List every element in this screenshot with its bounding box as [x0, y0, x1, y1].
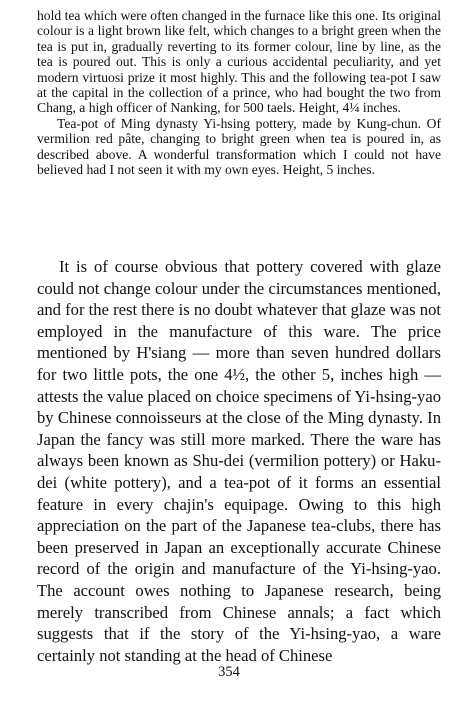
quoted-passage	[37, 8, 441, 177]
page-number: 354	[218, 664, 240, 680]
quote-paragraph: Tea-pot of Ming dynasty Yi-hsing pottery, made by Kung-chun. Of vermilion red pâte, changing to bright green when tea is poured in, as described above. A wonderful transformation which I could not have believed had I not seen it with my own eyes. Height, 5 inches.	[37, 115, 441, 178]
main-text	[37, 256, 441, 666]
body-paragraph: It is of course obvious that pottery covered with glaze could not change colour under the circumstances mentioned, and for the rest there is no doubt whatever that glaze was not employed in the manufacture of this ware. The price mentioned by H'siang — more than seven hundred dollars for two little pots, the one 4½, the other 5, inches high — attests the value placed on choice specimens of Yi-hsing-yao by Chinese connoisseurs at the close of the Ming dynasty. In Japan the fancy was still more marked. There the ware has always been known as Shu-dei (vermilion pottery) or Haku-dei (white pottery), and a tea-pot of it forms an essential feature in every chajin's equipage. Owing to this high appreciation on the part of the Japanese tea-clubs, there has been preserved in Japan an exceptionally accurate Chinese record of the origin and manufacture of the Yi-hsing-yao. The account owes nothing to Japanese research, being merely transcribed from Chinese annals; a fact which suggests that if the story of the Yi-hsing-yao, a ware certainly not standing at the head of Chinese	[37, 257, 441, 665]
quote-paragraph: hold tea which were often changed in the furnace like this one. Its original colour is a light brown like felt, which changes to a bright green when the tea is put in, gradually reverting to its former colour, line by line, as the tea is poured out. This is only a curious accidental peculiarity, and yet modern virtuosi prize it most highly. This and the following tea-pot I saw at the capital in the collection of a prince, who had bought the two from Chang, a high officer of Nanking, for 500 taels. Height, 4¼ inches.	[37, 8, 441, 116]
